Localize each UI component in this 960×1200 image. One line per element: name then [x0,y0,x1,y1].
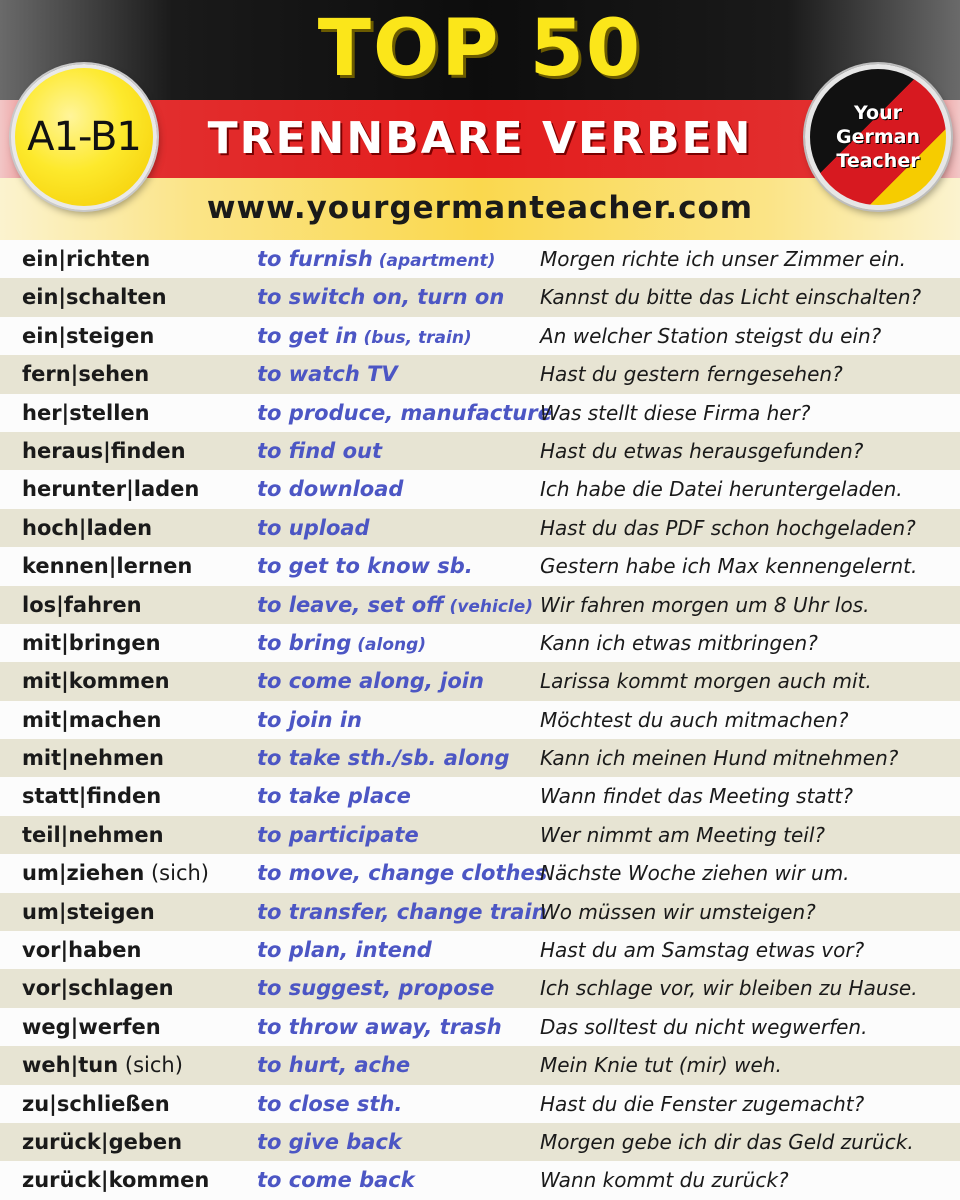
translation-text: to switch on, turn on [257,285,505,310]
verb-text: ein|steigen [22,323,155,348]
verb-text: statt|finden [22,784,162,809]
verb-cell [22,432,186,470]
translation-text: to take sth./sb. along [257,746,510,771]
translation-cell [257,470,403,510]
example-sentence: Gestern habe ich Max kennengelernt. [540,554,918,579]
table-row [0,355,960,393]
example-sentence: Kannst du bitte das Licht einschalten? [540,285,922,310]
verb-text: weh|tun [22,1053,119,1078]
verb-text: zurück|geben [22,1129,183,1154]
example-sentence: Das solltest du nicht wegwerfen. [540,1014,868,1039]
translation-text: to suggest, propose [257,976,495,1001]
translation-cell [257,1161,415,1200]
verb-cell [22,547,192,585]
verb-cell [22,816,164,854]
example-sentence: Ich schlage vor, wir bleiben zu Hause. [540,976,918,1001]
verb-note: (sich) [144,861,210,886]
translation-cell [257,240,495,280]
translation-text: to close sth. [257,1091,403,1116]
verb-cell [22,278,167,316]
verb-text: hoch|laden [22,515,153,540]
translation-cell [257,1085,402,1125]
translation-text: to come along, join [257,669,484,694]
example-sentence: Wer nimmt am Meeting teil? [540,822,826,847]
logo-line-3: Teacher [836,150,920,172]
verb-text: heraus|finden [22,438,186,463]
example-sentence: Hast du die Fenster zugemacht? [540,1091,865,1116]
example-sentence: Hast du etwas herausgefunden? [540,438,864,463]
example-sentence: Kann ich etwas mitbringen? [540,630,818,655]
translation-note: (bus, train) [357,327,472,348]
translation-cell [257,777,411,817]
verb-note: (sich) [118,1053,183,1078]
verb-text: herunter|laden [22,477,200,502]
translation-text: to upload [257,515,370,540]
verb-cell [22,240,150,278]
verb-text: her|stellen [22,400,150,425]
verb-text: weg|werfen [22,1014,161,1039]
verb-text: teil|nehmen [22,822,164,847]
example-sentence: Wann findet das Meeting statt? [540,784,853,809]
verb-cell [22,969,174,1007]
verb-cell [22,854,209,892]
website-url: www.yourgermanteacher.com [206,190,754,226]
table-row [0,586,960,624]
example-sentence: Larissa kommt morgen auch mit. [540,669,872,694]
verb-text: mit|machen [22,707,162,732]
translation-cell [257,509,370,549]
example-sentence: Was stellt diese Firma her? [540,400,811,425]
translation-note: (apartment) [372,251,496,271]
translation-cell [257,586,533,626]
translation-cell [257,931,432,971]
verb-text: fern|sehen [22,362,150,387]
translation-text: to participate [257,822,419,847]
table-row [0,240,960,278]
level-badge [11,64,157,210]
translation-text: to watch TV [257,362,398,387]
top-title: TOP 50 [317,4,643,94]
translation-cell [257,969,494,1009]
verb-cell [22,701,161,739]
example-sentence: Morgen richte ich unser Zimmer ein. [540,247,906,271]
table-row [0,701,960,739]
verb-cell [22,394,150,432]
verb-text: zu|schließen [22,1091,170,1116]
verb-cell [22,777,161,815]
table-row [0,1008,960,1046]
table-row [0,1123,960,1161]
main-title: TRENNBARE VERBEN [207,113,753,164]
translation-text: to join in [257,707,363,732]
logo-line-2: German [836,126,920,148]
verb-cell [22,662,170,700]
table-row [0,1161,960,1199]
translation-cell [257,547,473,587]
table-row [0,777,960,815]
example-sentence: Kann ich meinen Hund mitnehmen? [540,746,899,771]
example-sentence: Hast du am Samstag etwas vor? [540,938,865,963]
table-row [0,1046,960,1084]
translation-cell [257,662,484,702]
example-sentence: Wir fahren morgen um 8 Uhr los. [540,592,870,617]
translation-cell [257,624,426,664]
table-row [0,470,960,508]
example-sentence: Möchtest du auch mitmachen? [540,707,849,732]
table-row [0,662,960,700]
translation-text: to come back [257,1168,415,1193]
translation-text: to take place [257,784,411,809]
verb-cell [22,739,164,777]
translation-text: to find out [257,438,383,463]
example-sentence: Wo müssen wir umsteigen? [540,899,816,924]
translation-note: (along) [351,634,427,655]
verb-cell [22,470,199,508]
translation-cell [257,893,547,933]
example-sentence: Wann kommt du zurück? [540,1168,789,1193]
verb-cell [22,624,161,662]
translation-cell [257,1046,410,1086]
verb-text: mit|kommen [22,669,170,694]
verb-cell [22,1123,182,1161]
verb-text: mit|bringen [22,630,161,655]
translation-text: to bring [257,630,352,655]
translation-text: to get in [257,323,358,348]
translation-cell [257,816,419,856]
header [0,0,960,240]
verb-cell [22,931,142,969]
verb-cell [22,1046,183,1084]
translation-text: to give back [257,1129,402,1154]
translation-text: to leave, set off [257,592,444,617]
verb-cell [22,1085,170,1123]
table-row [0,931,960,969]
example-sentence: Nächste Woche ziehen wir um. [540,861,850,886]
table-row [0,432,960,470]
translation-text: to throw away, trash [257,1014,502,1039]
table-row [0,854,960,892]
verb-text: um|steigen [22,899,155,924]
table-row [0,739,960,777]
verb-text: zurück|kommen [22,1168,210,1193]
translation-cell [257,854,547,894]
translation-cell [257,317,472,357]
translation-text: to plan, intend [257,938,432,963]
table-row [0,394,960,432]
table-row [0,317,960,355]
translation-cell [257,1008,502,1048]
verb-text: los|fahren [22,592,142,617]
table-row [0,509,960,547]
translation-text: to move, change clothes [257,861,548,886]
translation-text: to get to know sb. [257,554,473,579]
example-sentence: Mein Knie tut (mir) weh. [540,1053,782,1078]
verb-cell [22,1008,161,1046]
example-sentence: Hast du das PDF schon hochgeladen? [540,515,916,540]
table-row [0,969,960,1007]
verb-text: vor|schlagen [22,976,174,1001]
table-row [0,624,960,662]
example-sentence: Hast du gestern ferngesehen? [540,362,843,387]
translation-text: to furnish [257,247,373,271]
translation-text: to transfer, change train [257,899,547,924]
translation-text: to hurt, ache [257,1053,411,1078]
logo-line-1: Your [854,102,902,124]
example-sentence: An welcher Station steigst du ein? [540,323,882,348]
logo-badge [805,64,951,210]
translation-text: to download [257,477,404,502]
table-row [0,816,960,854]
verb-text: kennen|lernen [22,554,193,579]
verb-cell [22,509,152,547]
example-sentence: Morgen gebe ich dir das Geld zurück. [540,1129,914,1154]
translation-cell [257,355,398,395]
table-row [0,1085,960,1123]
table-row [0,278,960,316]
verb-cell [22,355,149,393]
table-row [0,547,960,585]
translation-text: to produce, manufacture [257,400,552,425]
translation-cell [257,701,362,741]
translation-note: (vehicle) [443,596,534,617]
verb-text: ein|richten [22,247,151,271]
verb-text: mit|nehmen [22,746,165,771]
verb-text: vor|haben [22,938,142,963]
translation-cell [257,432,382,472]
verb-cell [22,893,155,931]
verb-text: ein|schalten [22,285,167,310]
verb-cell [22,317,154,355]
translation-cell [257,394,552,434]
table-row [0,893,960,931]
translation-cell [257,739,510,779]
verb-cell [22,1161,209,1199]
verb-text: um|ziehen [22,861,145,886]
translation-cell [257,278,504,318]
verb-table [0,240,960,1200]
level-label: A1-B1 [27,114,141,160]
verb-cell [22,586,142,624]
example-sentence: Ich habe die Datei heruntergeladen. [540,477,903,502]
translation-cell [257,1123,402,1163]
